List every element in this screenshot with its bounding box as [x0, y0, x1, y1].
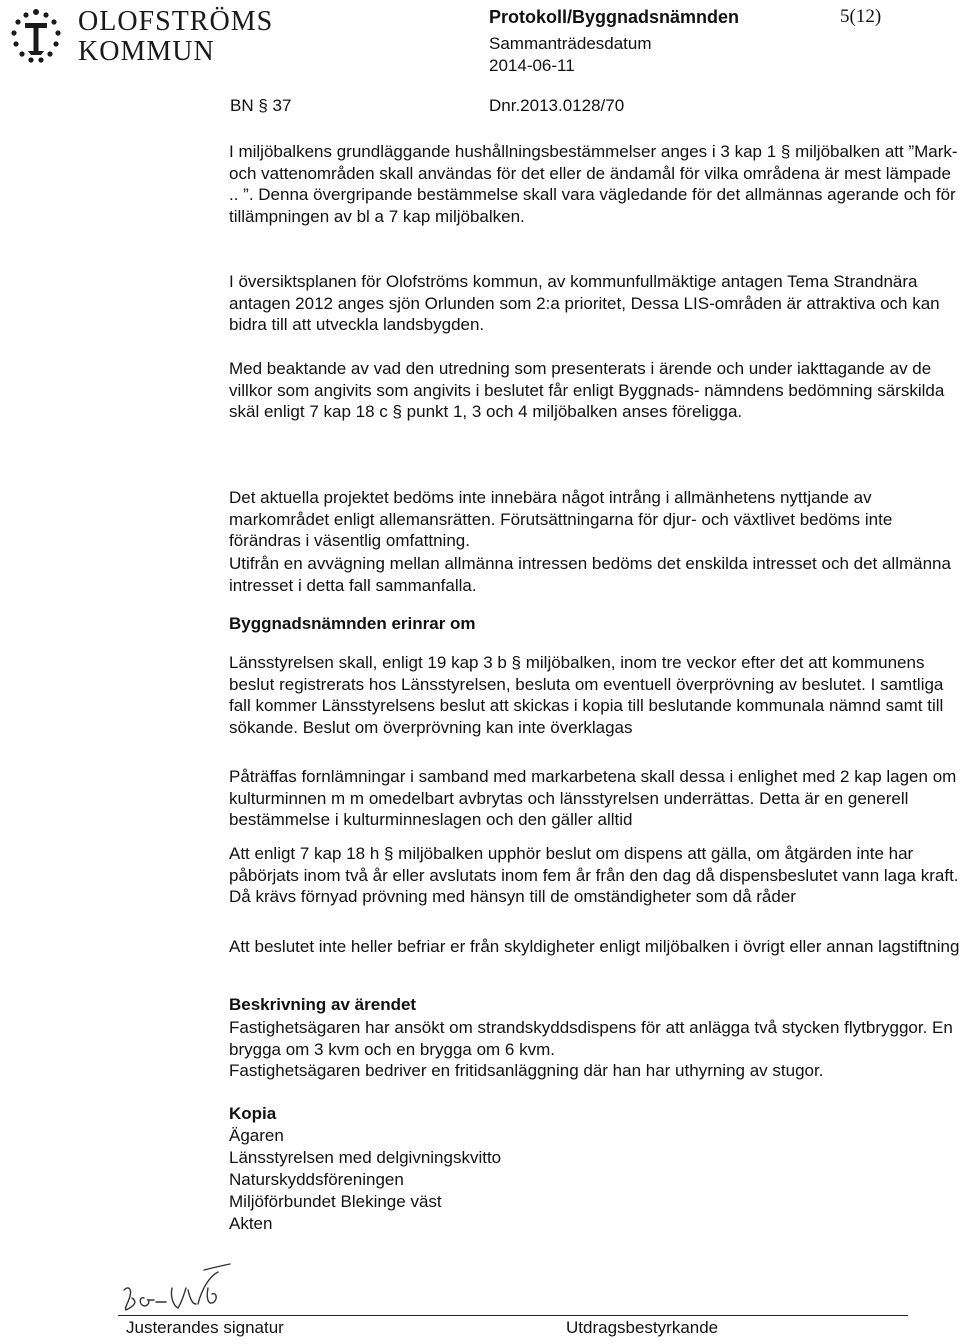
paragraph-ansokan: Fastighetsägaren har ansökt om strandskyddsdispens för att anlägga två stycken flytbryggor. En brygga om 3 kvm och en brygga om 6 kvm.	[229, 1018, 953, 1059]
list-item: Ägaren	[229, 1126, 284, 1145]
paragraph-reference: BN § 37	[230, 96, 292, 115]
paragraph-fornlamningar: Påträffas fornlämningar i samband med markarbetena skall dessa i enlighet med 2 kap lagen om kulturminnen m m omedelbart avbrytas och länsstyrelsen underrättas. Detta är en generell bestämmelse i kulturminneslagen och den gäller alltid	[229, 767, 957, 829]
list-item: Länsstyrelsen med delgivningskvitto	[229, 1148, 502, 1167]
list-item: Akten	[229, 1214, 273, 1233]
paragraph-avvagning: Utifrån en avvägning mellan allmänna intressen bedöms det enskilda intresset och det allmänna intresset i detta fall sammanfalla.	[229, 554, 951, 595]
paragraph-skyldigheter: Att beslutet inte heller befriar er från skyldigheter enligt miljöbalken i övrigt eller annan lagstiftning	[229, 937, 960, 956]
footer-divider	[118, 1315, 908, 1316]
paragraph-overprovning: Länsstyrelsen skall, enligt 19 kap 3 b § miljöbalken, inom tre veckor efter det att kommunens beslut registrerats hos Länsstyrelsen, besluta om eventuell överprövning av beslutet. I samtliga fall kommer Länsstyrelsens beslut att skickas i kopia till beslutande kommunala nämnd samt till sökande. Beslut om överprövning kan inte överklagas	[229, 653, 944, 737]
meeting-date: 2014-06-11	[489, 56, 575, 75]
copy-recipient-list	[229, 1125, 501, 1235]
certification-label: Utdragsbestyrkande	[566, 1318, 719, 1337]
document-title: Protokoll/Byggnadsnämnden	[489, 7, 740, 27]
signature-label: Justerandes signatur	[126, 1318, 284, 1337]
heading-beskrivning: Beskrivning av ärendet	[229, 995, 417, 1014]
page-number: 5(12)	[840, 6, 882, 27]
paragraph-dispens-giltighet: Att enligt 7 kap 18 h § miljöbalken upphör beslut om dispens att gälla, om åtgärden inte har påbörjats inom två år eller avslutats inom fem år från den dag då dispensbeslutet vann laga kraft. Då krävs förnyad prövning med hänsyn till de omständigheter som då råder	[229, 844, 959, 906]
heading-erinrar: Byggnadsnämnden erinrar om	[229, 614, 476, 633]
paragraph-hushallning: I miljöbalkens grundläggande hushållningsbestämmelser anges i 3 kap 1 § miljöbalken att ”Mark- och vattenområden skall användas för det eller de ändamål för vilka områdena är mest lämpade .. ”. Denna övergripande bestämmelse skall vara vägledande för det allmännas agerande och för tillämpningen av bl a 7 kap miljöbalken.	[229, 142, 958, 226]
logo-text-line2: KOMMUN	[78, 36, 215, 67]
paragraph-fritidsanlaggning: Fastighetsägaren bedriver en fritidsanläggning där han har uthyrning av stugor.	[229, 1061, 824, 1080]
paragraph-oversiktsplan: I översiktsplanen för Olofströms kommun, av kommunfullmäktige antagen Tema Strandnära antagen 2012 anges sjön Orlunden som 2:a prioritet, Dessa LIS-områden är attraktiva och kan bidra till att utveckla landsbygden.	[229, 272, 940, 334]
case-number: Dnr.2013.0128/70	[489, 96, 625, 115]
municipality-logo-icon	[6, 6, 66, 66]
paragraph-sarskilda-skal: Med beaktande av vad den utredning som presenterats i ärende och under iakttagande av de villkor som angivits som angivits i beslutet får enligt Byggnads- nämndens bedömning särskilda skäl enligt 7 kap 18 c § punkt 1, 3 och 4 miljöbalken anses föreligga.	[229, 359, 945, 421]
paragraph-allemansratt: Det aktuella projektet bedöms inte innebära något intrång i allmänhetens nyttjande av markområdet enligt allemansrätten. Förutsättningarna för djur- och växtlivet bedöms inte förändras i väsentlig omfattning.	[229, 488, 893, 550]
meeting-date-label: Sammanträdesdatum	[489, 34, 652, 53]
heading-kopia: Kopia	[229, 1104, 277, 1123]
list-item: Miljöförbundet Blekinge väst	[229, 1192, 442, 1211]
logo-text-line1: OLOFSTRÖMS	[78, 6, 274, 37]
list-item: Naturskyddsföreningen	[229, 1170, 404, 1189]
